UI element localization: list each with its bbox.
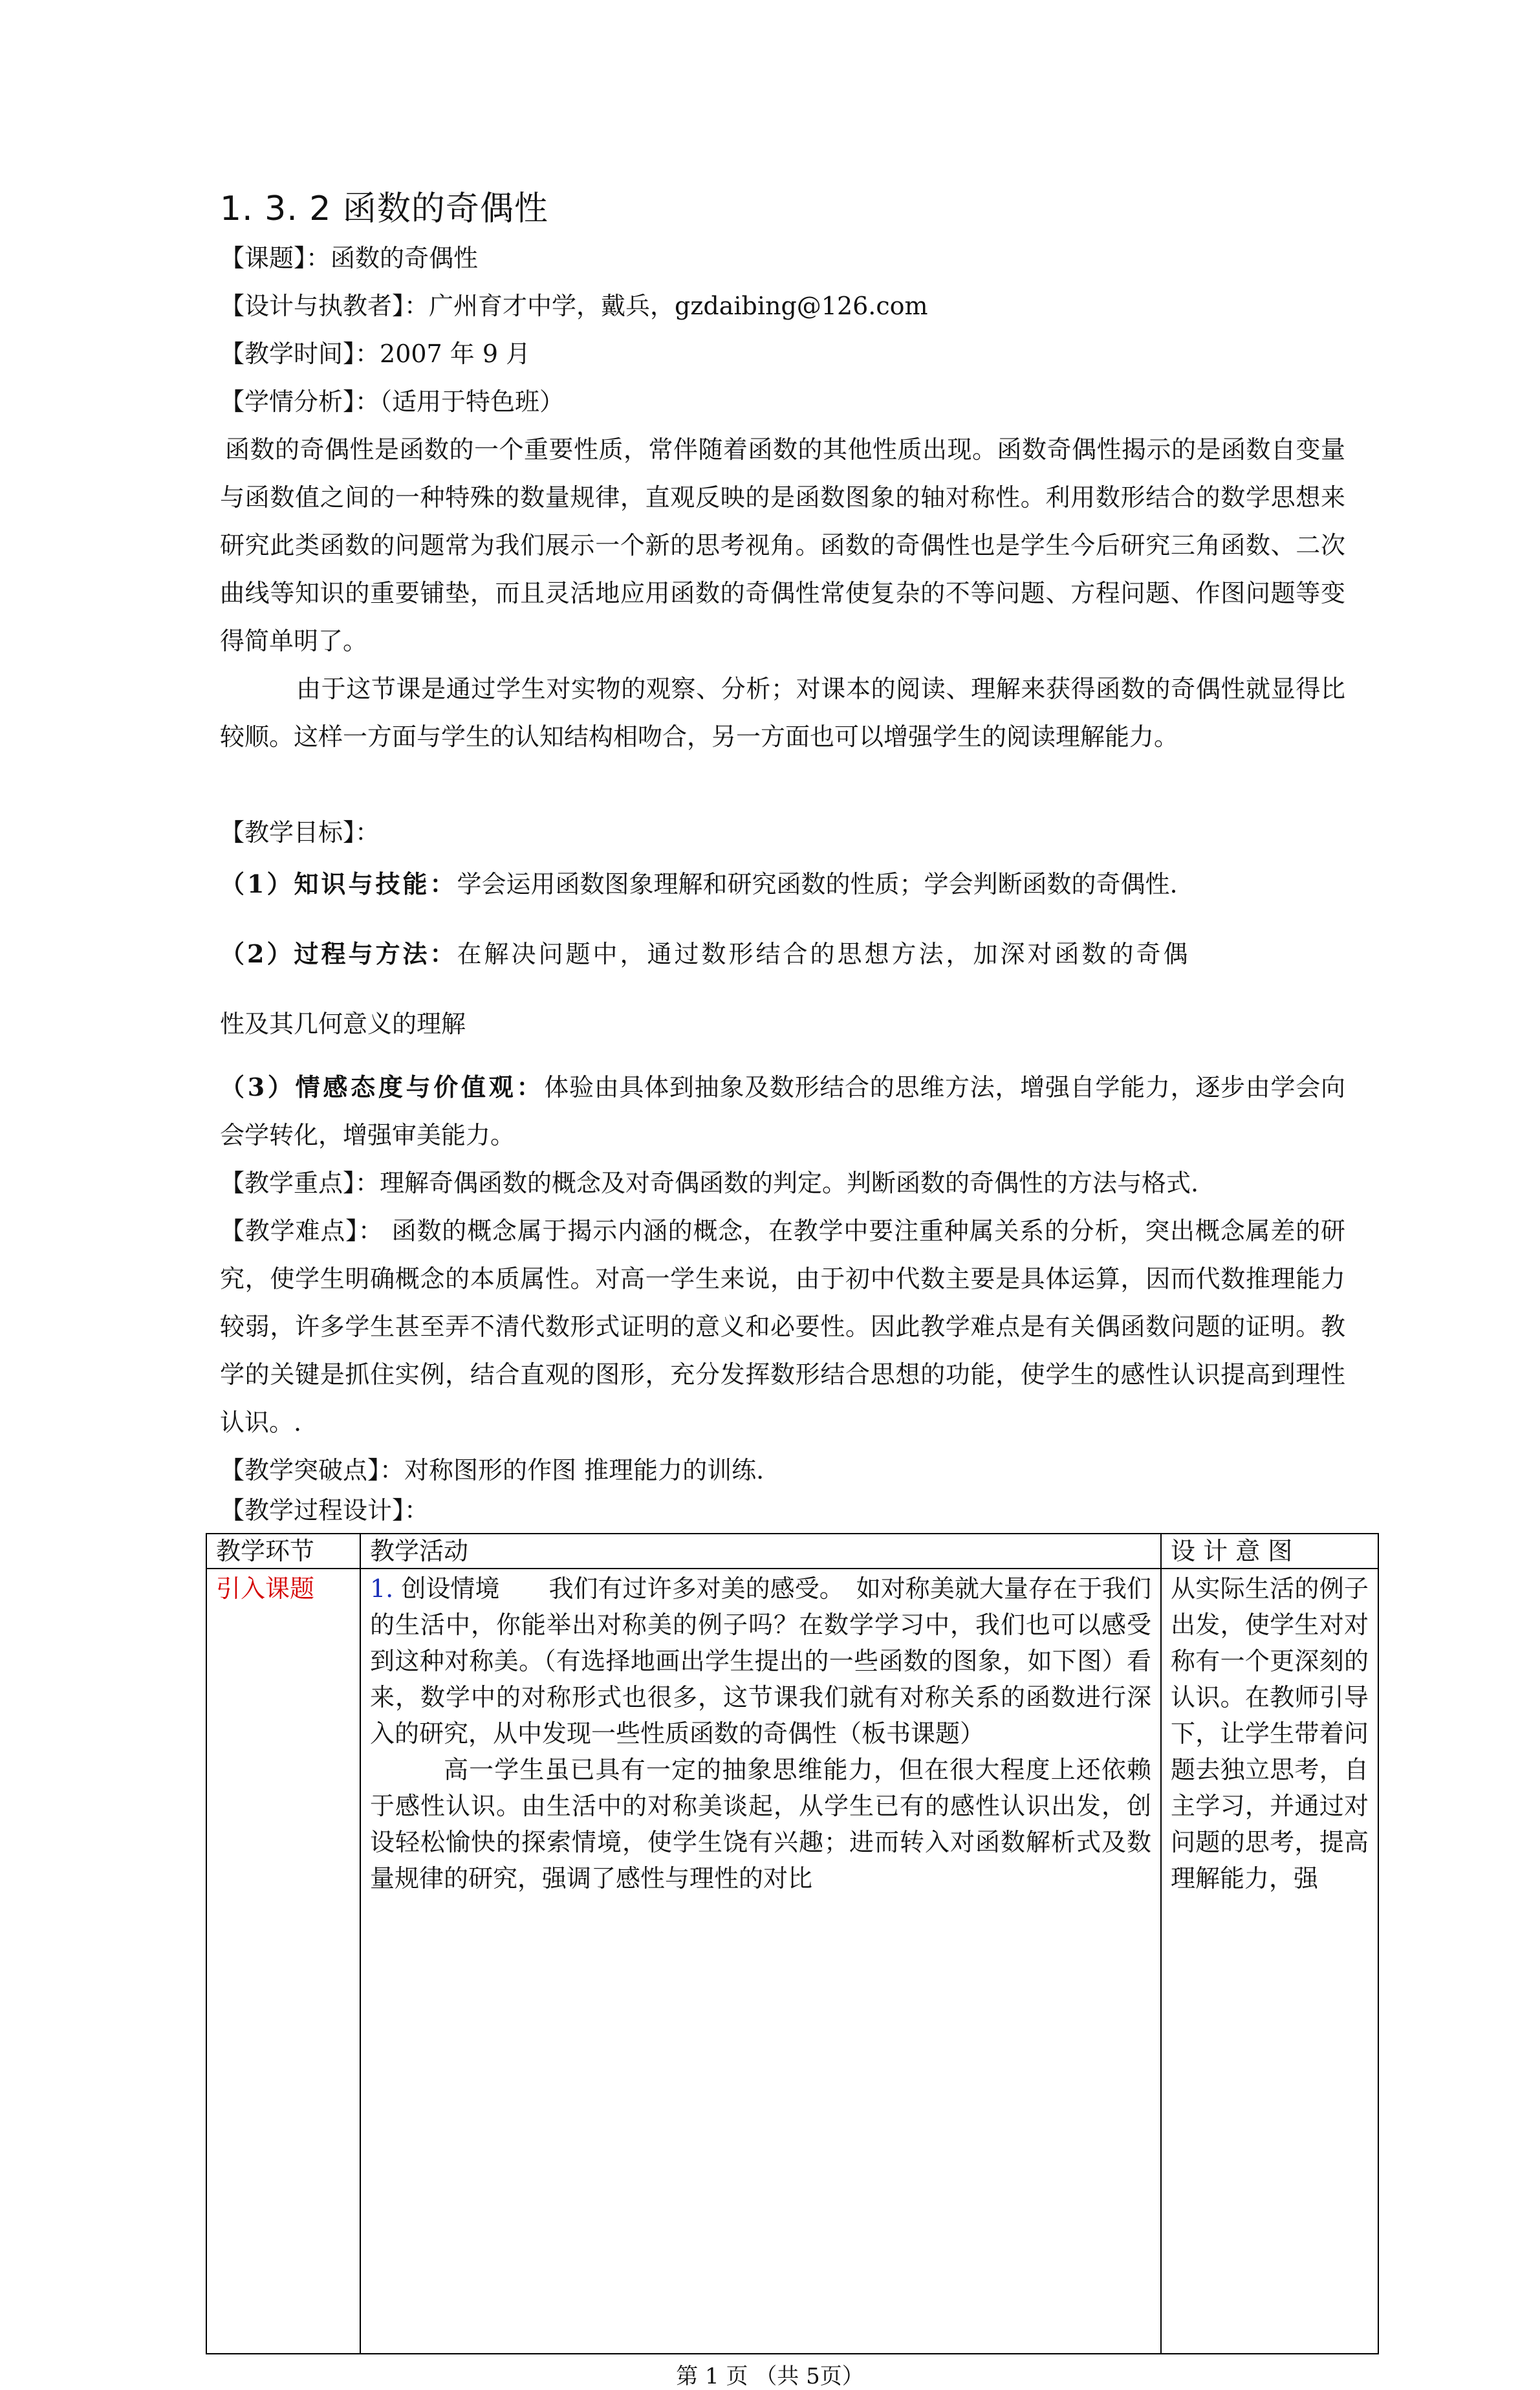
time-value: ：2007 年 9 月: [355, 340, 531, 368]
time-line: [220, 330, 530, 378]
table-row: [206, 1569, 1378, 2354]
key-point-label: 【教学重点】: [220, 1169, 356, 1197]
goals-heading: [220, 809, 380, 856]
goal-3-label: （3）情感态度与价值观：: [220, 1072, 545, 1102]
designer-line: [220, 282, 928, 330]
table-header-row: [206, 1534, 1378, 1569]
difficult-point-paragraph: [220, 1207, 1345, 1446]
goal-1-label: （1）知识与技能：: [220, 869, 457, 898]
teaching-process-table: [206, 1533, 1379, 2354]
topic-value: ：函数的奇偶性: [306, 244, 479, 272]
time-label: 【教学时间】: [220, 340, 356, 368]
topic-line: [220, 234, 478, 282]
header-design: 设 计 意 图: [1161, 1534, 1378, 1569]
page-footer: 第 1 页 （共 5页）: [676, 2363, 864, 2389]
goal-3: [220, 1063, 1345, 1159]
analysis-paragraph-2: 由于这节课是通过学生对实物的观察、分析；对课本的阅读、理解来获得函数的奇偶性就显得比较顺。这样一方面与学生的认知结构相吻合，另一方面也可以增强学生的阅读理解能力。: [220, 675, 1345, 751]
activity-cell: [360, 1569, 1161, 2354]
activity-paragraph-2: 高一学生虽已具有一定的抽象思维能力，但在很大程度上还依赖于感性认识。由生活中的对称美谈起，从学生已有的感性认识出发，创设轻松愉快的探索情境，使学生饶有兴趣；进而转入对函数解析式及数量规律的研究，强调了感性与理性的对比: [370, 1755, 1151, 1893]
goal-2-text: 在解决问题中，通过数形结合的思想方法，加深对函数的奇偶: [457, 940, 1191, 968]
analysis-value: ：（适用于特色班）: [355, 387, 565, 416]
topic-label: 【课题】: [220, 244, 307, 272]
breakthrough-label: 【教学突破点】: [220, 1456, 380, 1484]
difficult-point-label: 【教学难点】: [220, 1217, 358, 1245]
breakthrough-text: ：对称图形的作图 推理能力的训练.: [380, 1456, 765, 1484]
analysis-line: [220, 378, 564, 426]
process-heading: [220, 1486, 429, 1534]
goal-2-label: （2）过程与方法：: [220, 939, 457, 968]
stage-cell: 引入课题: [206, 1569, 360, 2354]
analysis-label: 【学情分析】: [220, 387, 356, 416]
key-point-line: [220, 1159, 1198, 1207]
header-stage: 教学环节: [206, 1534, 360, 1569]
process-label: 【教学过程设计】: [220, 1496, 405, 1525]
design-cell: 从实际生活的例子出发，使学生对对称有一个更深刻的认识。在教师引导下，让学生带着问题去独立思考，自主学习，并通过对问题的思考，提高理解能力，强: [1161, 1569, 1378, 2354]
designer-label: 【设计与执教者】: [220, 292, 405, 320]
goals-colon: ：: [355, 818, 380, 847]
goals-label: 【教学目标】: [220, 818, 356, 847]
key-point-text: ：理解奇偶函数的概念及对奇偶函数的判定。判断函数的奇偶性的方法与格式.: [355, 1169, 1199, 1197]
goal-3-text: 体验由具体到抽象及数形结合的思维方法，增强自学能力，逐步由学会向会学转化，增强审美能力。: [220, 1073, 1345, 1149]
goal-1: [220, 860, 1178, 908]
page-title: 1. 3. 2 函数的奇偶性: [220, 190, 548, 228]
process-colon: ：: [404, 1496, 429, 1525]
activity-paragraph-1: [370, 1570, 1151, 1752]
analysis-paragraph-1: 函数的奇偶性是函数的一个重要性质，常伴随着函数的其他性质出现。函数奇偶性揭示的是函数自变量与函数值之间的一种特殊的数量规律，直观反映的是函数图象的轴对称性。利用数形结合的数学思想来研究此类函数的问题常为我们展示一个新的思考视角。函数的奇偶性也是学生今后研究三角函数、二次曲线等知识的重要铺垫，而且灵活地应用函数的奇偶性常使复杂的不等问题、方程问题、作图问题等变得简单明了。: [220, 435, 1345, 655]
goal-1-text: 学会运用函数图象理解和研究函数的性质；学会判断函数的奇偶性.: [457, 870, 1178, 898]
designer-value: ：广州育才中学，戴兵，gzdaibing@126.com: [404, 292, 928, 320]
activity-number: 1.: [370, 1574, 394, 1603]
activity-text-1: 创设情境 我们有过许多对美的感受。 如对称美就大量存在于我们的生活中，你能举出对称美的例子吗？在数学学习中，我们也可以感受到这种对称美。（有选择地画出学生提出的一些函数的图象，如下图）看来，数学中的对称形式也很多，这节课我们就有对称关系的函数进行深入的研究，从中发现一些性质函数的奇偶性（板书课题）: [370, 1574, 1151, 1748]
goal-2-continued: 性及其几何意义的理解: [220, 1010, 466, 1038]
difficult-point-text: ： 函数的概念属于揭示内涵的概念，在教学中要注重种属关系的分析，突出概念属差的研究，使学生明确概念的本质属性。对高一学生来说，由于初中代数主要是具体运算，因而代数推理能力较弱，许多学生甚至弄不清代数形式证明的意义和必要性。因此教学难点是有关偶函数问题的证明。教学的关键是抓住实例，结合直观的图形，充分发挥数形结合思想的功能，使学生的感性认识提高到理性认识。.: [220, 1217, 1345, 1437]
goal-2: [220, 930, 1190, 978]
header-activity: 教学活动: [360, 1534, 1161, 1569]
